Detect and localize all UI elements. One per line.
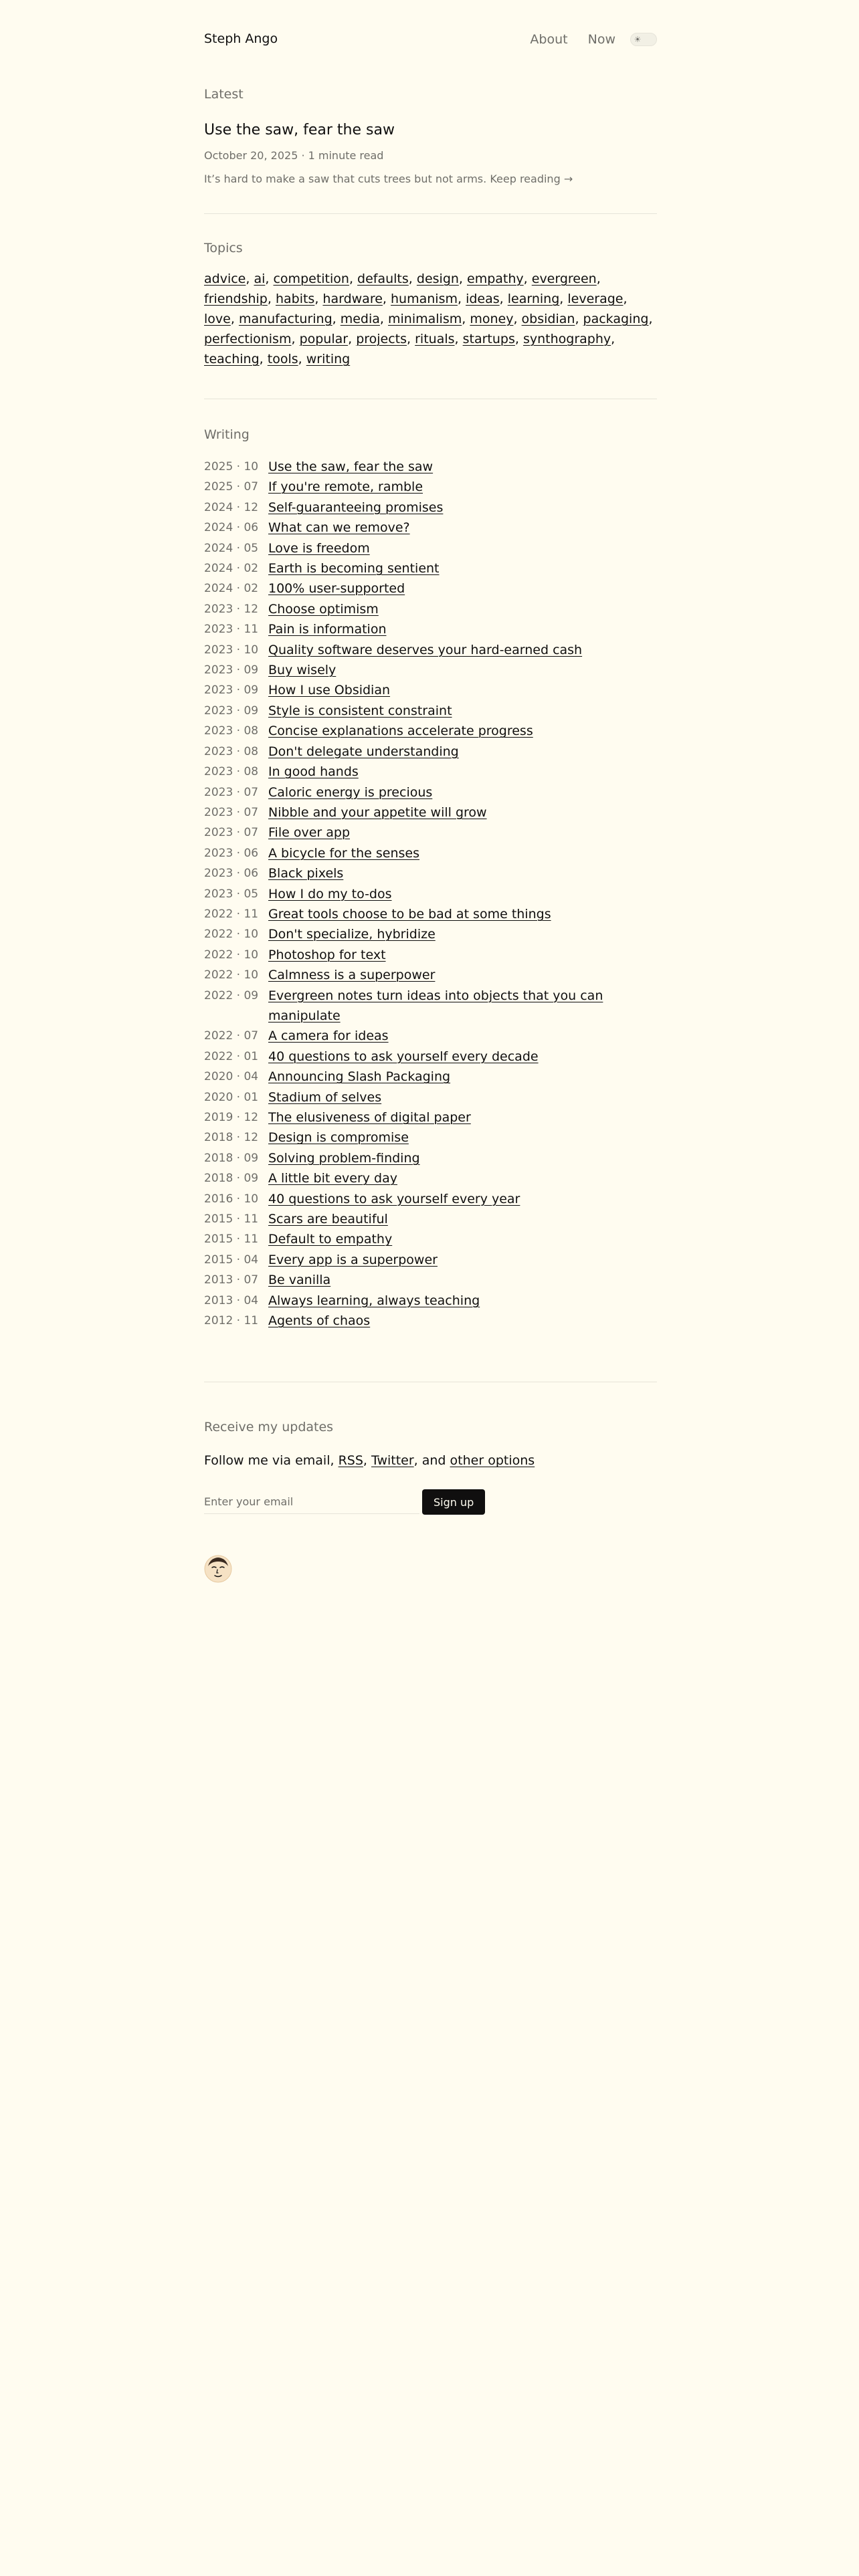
writing-date: 2020 · 04: [204, 1070, 259, 1084]
writing-title-cell: [268, 721, 657, 741]
writing-title-link[interactable]: Pain is information: [268, 622, 387, 637]
writing-title-cell: [268, 863, 657, 883]
writing-date: 2019 · 12: [204, 1111, 259, 1124]
writing-title-link[interactable]: Be vanilla: [268, 1273, 331, 1288]
writing-row: [204, 1229, 657, 1249]
writing-title-cell: [268, 1189, 657, 1209]
topics-heading: Topics: [204, 241, 243, 255]
writing-title-link[interactable]: Concise explanations accelerate progress: [268, 724, 533, 739]
writing-title-link[interactable]: Evergreen notes turn ideas into objects that you can manipulate: [268, 988, 603, 1023]
writing-date: 2024 · 05: [204, 541, 259, 555]
topic-link[interactable]: minimalism: [388, 312, 462, 326]
writing-date: 2016 · 10: [204, 1192, 259, 1206]
writing-date: 2020 · 01: [204, 1090, 259, 1104]
writing-title-link[interactable]: Caloric energy is precious: [268, 784, 433, 800]
writing-date: 2018 · 12: [204, 1131, 259, 1145]
topic-link[interactable]: love: [204, 312, 231, 326]
writing-row: [204, 1107, 657, 1128]
subscribe-section: [204, 1382, 657, 1515]
writing-title-cell: [268, 619, 657, 639]
writing-date: 2024 · 12: [204, 500, 259, 514]
topic-separator: ,: [407, 332, 415, 346]
writing-title-link[interactable]: A bicycle for the senses: [268, 845, 420, 861]
writing-row: [204, 599, 657, 619]
writing-date: 2015 · 11: [204, 1212, 259, 1226]
writing-date: 2012 · 11: [204, 1314, 259, 1328]
topic-separator: ,: [559, 292, 568, 306]
writing-row: [204, 965, 657, 985]
writing-date: 2023 · 09: [204, 663, 259, 677]
writing-date: 2015 · 11: [204, 1232, 259, 1247]
topic-link[interactable]: money: [470, 312, 514, 326]
sun-icon: ☀: [634, 35, 642, 44]
latest-section: [204, 79, 657, 185]
writing-row: [204, 457, 657, 477]
excerpt-text: It’s hard to make a saw that cuts trees but not arms.: [204, 173, 487, 185]
writing-title-cell: [268, 782, 657, 802]
writing-heading: Writing: [204, 427, 250, 442]
writing-title-link[interactable]: Default to empathy: [268, 1232, 393, 1247]
writing-date: 2023 · 07: [204, 805, 259, 819]
face-avatar-icon: [204, 1555, 232, 1583]
writing-date: 2023 · 08: [204, 724, 259, 738]
topic-link[interactable]: ideas: [466, 292, 500, 306]
writing-row: [204, 640, 657, 660]
writing-title-cell: [268, 884, 657, 904]
writing-date: 2024 · 02: [204, 582, 259, 596]
writing-title-link[interactable]: 40 questions to ask yourself every year: [268, 1191, 520, 1206]
writing-title-cell: [268, 1087, 657, 1107]
writing-row: [204, 1148, 657, 1168]
writing-date: 2022 · 01: [204, 1049, 259, 1063]
topic-link[interactable]: competition: [273, 272, 349, 286]
writing-title-link[interactable]: What can we remove?: [268, 520, 410, 536]
topic-list: [204, 269, 657, 369]
topic-link[interactable]: learning: [507, 292, 560, 306]
writing-date: 2015 · 04: [204, 1253, 259, 1267]
writing-title-cell: [268, 742, 657, 762]
site-header: [204, 0, 657, 79]
writing-title-cell: [268, 1270, 657, 1290]
writing-row: [204, 1087, 657, 1107]
writing-date: 2018 · 09: [204, 1151, 259, 1165]
rss-link[interactable]: RSS: [338, 1453, 363, 1469]
writing-row: [204, 518, 657, 538]
topic-link[interactable]: tools: [267, 352, 298, 366]
writing-row: [204, 1270, 657, 1290]
signup-form: [204, 1489, 657, 1515]
topic-link[interactable]: packaging: [583, 312, 649, 326]
writing-title-cell: [268, 1067, 657, 1087]
subscribe-heading: Receive my updates: [204, 1420, 334, 1435]
topic-separator: ,: [265, 272, 274, 286]
writing-title-link[interactable]: 100% user-supported: [268, 581, 405, 597]
topic-separator: ,: [648, 312, 653, 326]
latest-post-excerpt: [204, 173, 657, 185]
writing-date: 2024 · 06: [204, 521, 259, 535]
topic-link[interactable]: synthography: [522, 332, 611, 346]
writing-section: [204, 399, 657, 1331]
writing-title-link[interactable]: In good hands: [268, 764, 359, 780]
keep-reading-link[interactable]: Keep reading →: [490, 173, 573, 185]
topic-link[interactable]: leverage: [567, 292, 624, 306]
writing-date: 2024 · 02: [204, 562, 259, 576]
topic-separator: ,: [382, 292, 391, 306]
writing-title-link[interactable]: Style is consistent constraint: [268, 703, 452, 718]
writing-date: 2023 · 06: [204, 867, 259, 881]
writing-row: [204, 904, 657, 924]
writing-row: [204, 843, 657, 863]
topic-link[interactable]: evergreen: [531, 272, 597, 286]
writing-title-link[interactable]: Every app is a superpower: [268, 1252, 438, 1267]
writing-date: 2023 · 09: [204, 704, 259, 718]
writing-title-cell: [268, 986, 657, 1027]
writing-title-link[interactable]: 40 questions to ask yourself every decade: [268, 1049, 539, 1064]
topic-link[interactable]: writing: [306, 352, 351, 366]
writing-row: [204, 986, 657, 1027]
writing-title-link[interactable]: The elusiveness of digital paper: [268, 1110, 471, 1125]
writing-title-link[interactable]: If you're remote, ramble: [268, 479, 423, 495]
writing-title-cell: [268, 1291, 657, 1311]
writing-title-link[interactable]: Stadium of selves: [268, 1089, 382, 1105]
writing-title-cell: [268, 457, 657, 477]
topic-separator: ,: [408, 272, 417, 286]
writing-title-link[interactable]: Choose optimism: [268, 601, 379, 617]
writing-title-cell: [268, 477, 657, 497]
topic-separator: ,: [523, 272, 532, 286]
writing-row: [204, 660, 657, 680]
writing-row: [204, 1047, 657, 1067]
writing-title-cell: [268, 660, 657, 680]
topic-link[interactable]: media: [340, 312, 380, 326]
writing-title-cell: [268, 823, 657, 843]
writing-title-cell: [268, 1229, 657, 1249]
follow-prefix: Follow me via email,: [204, 1453, 339, 1469]
topic-link[interactable]: projects: [356, 332, 407, 346]
writing-title-cell: [268, 802, 657, 823]
topic-link[interactable]: manufacturing: [238, 312, 332, 326]
site-title[interactable]: Steph Ango: [204, 31, 278, 46]
writing-row: [204, 884, 657, 904]
writing-title-link[interactable]: Scars are beautiful: [268, 1212, 388, 1227]
writing-title-cell: [268, 498, 657, 518]
writing-title-cell: [268, 924, 657, 944]
writing-title-cell: [268, 640, 657, 660]
topic-separator: ,: [379, 312, 389, 326]
topic-separator: ,: [298, 352, 306, 366]
writing-title-link[interactable]: Announcing Slash Packaging: [268, 1069, 451, 1085]
writing-date: 2022 · 11: [204, 907, 259, 921]
writing-date: 2023 · 05: [204, 887, 259, 901]
writing-title-cell: [268, 538, 657, 558]
writing-date: 2023 · 08: [204, 765, 259, 779]
writing-row: [204, 1189, 657, 1209]
writing-title-link[interactable]: Earth is becoming sentient: [268, 561, 440, 576]
writing-row: [204, 823, 657, 843]
writing-title-cell: [268, 1107, 657, 1128]
writing-row: [204, 721, 657, 741]
topic-link[interactable]: defaults: [357, 272, 409, 286]
writing-title-cell: [268, 701, 657, 721]
topic-separator: ,: [611, 332, 615, 346]
writing-date: 2022 · 10: [204, 948, 259, 962]
other-options-link[interactable]: other options: [450, 1453, 535, 1469]
follow-text: [204, 1453, 657, 1468]
writing-title-link[interactable]: Buy wisely: [268, 663, 337, 678]
writing-title-link[interactable]: Self-guaranteeing promises: [268, 500, 444, 515]
writing-title-link[interactable]: File over app: [268, 825, 351, 841]
topic-separator: ,: [454, 332, 463, 346]
writing-title-link[interactable]: Nibble and your appetite will grow: [268, 804, 487, 820]
topic-separator: ,: [499, 292, 508, 306]
writing-title-cell: [268, 1209, 657, 1229]
separator: ,: [363, 1453, 371, 1469]
writing-date: 2022 · 09: [204, 988, 259, 1002]
writing-title-link[interactable]: How I use Obsidian: [268, 683, 391, 698]
writing-row: [204, 1250, 657, 1270]
writing-row: [204, 498, 657, 518]
writing-row: [204, 863, 657, 883]
nav-now[interactable]: Now: [587, 32, 615, 47]
writing-date: 2022 · 07: [204, 1029, 259, 1043]
writing-row: [204, 945, 657, 965]
topic-link[interactable]: popular: [299, 332, 349, 346]
writing-row: [204, 680, 657, 700]
writing-title-cell: [268, 578, 657, 599]
writing-row: [204, 619, 657, 639]
twitter-link[interactable]: Twitter: [371, 1453, 414, 1469]
writing-title-link[interactable]: Always learning, always teaching: [268, 1293, 480, 1308]
topic-link[interactable]: humanism: [391, 292, 458, 306]
topic-link[interactable]: rituals: [415, 332, 455, 346]
topic-link[interactable]: startups: [462, 332, 515, 346]
writing-row: [204, 538, 657, 558]
writing-title-cell: [268, 1047, 657, 1067]
latest-post-meta: October 20, 2025 · 1 minute read: [204, 149, 384, 162]
topic-link[interactable]: design: [416, 272, 459, 286]
writing-title-cell: [268, 518, 657, 538]
writing-row: [204, 558, 657, 578]
writing-row: [204, 1128, 657, 1148]
topic-link[interactable]: hardware: [322, 292, 383, 306]
writing-date: 2023 · 09: [204, 683, 259, 697]
topic-separator: ,: [458, 272, 468, 286]
separator: , and: [413, 1453, 450, 1469]
writing-title-link[interactable]: Photoshop for text: [268, 947, 386, 962]
writing-row: [204, 578, 657, 599]
writing-row: [204, 1168, 657, 1188]
writing-title-cell: [268, 1250, 657, 1270]
topic-separator: ,: [514, 332, 523, 346]
writing-title-link[interactable]: How I do my to-dos: [268, 886, 392, 901]
topic-separator: ,: [457, 292, 466, 306]
writing-row: [204, 1311, 657, 1331]
writing-title-cell: [268, 965, 657, 985]
writing-title-cell: [268, 945, 657, 965]
topic-link[interactable]: habits: [275, 292, 315, 306]
topic-link[interactable]: advice: [204, 272, 246, 286]
writing-row: [204, 782, 657, 802]
writing-title-cell: [268, 1128, 657, 1148]
topic-separator: ,: [246, 272, 254, 286]
writing-title-link[interactable]: Use the saw, fear the saw: [268, 459, 434, 474]
writing-title-cell: [268, 843, 657, 863]
writing-row: [204, 1067, 657, 1087]
page-container: [204, 0, 657, 1583]
writing-date: 2023 · 06: [204, 846, 259, 860]
topic-link[interactable]: obsidian: [521, 312, 575, 326]
writing-row: [204, 1026, 657, 1046]
writing-row: [204, 762, 657, 782]
theme-toggle[interactable]: [630, 33, 657, 46]
writing-title-link[interactable]: A little bit every day: [268, 1171, 397, 1186]
writing-title-link[interactable]: Don't specialize, hybridize: [268, 927, 436, 942]
topic-separator: ,: [259, 352, 268, 366]
writing-row: [204, 701, 657, 721]
writing-title-cell: [268, 1311, 657, 1331]
latest-post-title[interactable]: Use the saw, fear the saw: [204, 122, 395, 138]
writing-title-link[interactable]: A camera for ideas: [268, 1029, 389, 1044]
writing-row: [204, 802, 657, 823]
writing-title-cell: [268, 1026, 657, 1046]
writing-date: 2025 · 10: [204, 460, 259, 473]
topic-separator: ,: [623, 292, 628, 306]
writing-title-link[interactable]: Calmness is a superpower: [268, 968, 436, 983]
writing-title-cell: [268, 558, 657, 578]
writing-title-cell: [268, 1168, 657, 1188]
writing-date: 2018 · 09: [204, 1172, 259, 1186]
writing-title-link[interactable]: Black pixels: [268, 866, 344, 881]
writing-date: 2025 · 07: [204, 480, 259, 494]
writing-row: [204, 477, 657, 497]
topic-separator: ,: [267, 292, 276, 306]
email-input[interactable]: [204, 1490, 419, 1514]
topic-separator: ,: [291, 332, 300, 346]
writing-date: 2023 · 07: [204, 826, 259, 840]
signup-button[interactable]: Sign up: [422, 1489, 485, 1515]
writing-title-link[interactable]: Agents of chaos: [268, 1313, 371, 1329]
writing-row: [204, 742, 657, 762]
topic-link[interactable]: teaching: [204, 352, 260, 366]
writing-row: [204, 924, 657, 944]
writing-date: 2023 · 11: [204, 623, 259, 637]
writing-title-cell: [268, 904, 657, 924]
writing-date: 2023 · 08: [204, 744, 259, 758]
topic-separator: ,: [513, 312, 522, 326]
writing-title-cell: [268, 680, 657, 700]
topic-separator: ,: [332, 312, 341, 326]
topic-separator: ,: [230, 312, 239, 326]
topic-separator: ,: [349, 272, 358, 286]
writing-title-link[interactable]: Design is compromise: [268, 1130, 409, 1146]
topic-separator: ,: [575, 312, 583, 326]
topic-separator: ,: [596, 272, 601, 286]
writing-title-cell: [268, 762, 657, 782]
writing-date: 2023 · 12: [204, 602, 259, 616]
writing-title-link[interactable]: Solving problem-finding: [268, 1150, 420, 1166]
topic-link[interactable]: ai: [254, 272, 266, 286]
writing-title-link[interactable]: Great tools choose to be bad at some things: [268, 906, 551, 922]
writing-date: 2013 · 07: [204, 1273, 259, 1287]
avatar: [204, 1555, 232, 1583]
topic-link[interactable]: friendship: [204, 292, 268, 306]
writing-row: [204, 1291, 657, 1311]
topic-separator: ,: [314, 292, 323, 306]
writing-title-cell: [268, 1148, 657, 1168]
topics-section: [204, 214, 657, 369]
writing-row: [204, 1209, 657, 1229]
nav-about[interactable]: About: [530, 32, 568, 47]
topic-separator: ,: [348, 332, 357, 346]
writing-date: 2022 · 10: [204, 928, 259, 942]
topic-separator: ,: [462, 312, 470, 326]
topic-link[interactable]: empathy: [467, 272, 524, 286]
writing-title-link[interactable]: Love is freedom: [268, 540, 370, 556]
main-nav: [510, 32, 657, 47]
writing-title-link[interactable]: Quality software deserves your hard-earned cash: [268, 642, 583, 657]
writing-date: 2023 · 10: [204, 643, 259, 657]
writing-title-cell: [268, 599, 657, 619]
writing-date: 2022 · 10: [204, 968, 259, 982]
writing-list: [204, 457, 657, 1331]
writing-title-link[interactable]: Don't delegate understanding: [268, 744, 459, 759]
writing-date: 2013 · 04: [204, 1293, 259, 1307]
writing-date: 2023 · 07: [204, 785, 259, 799]
latest-heading: Latest: [204, 87, 244, 102]
topic-link[interactable]: perfectionism: [204, 332, 292, 346]
